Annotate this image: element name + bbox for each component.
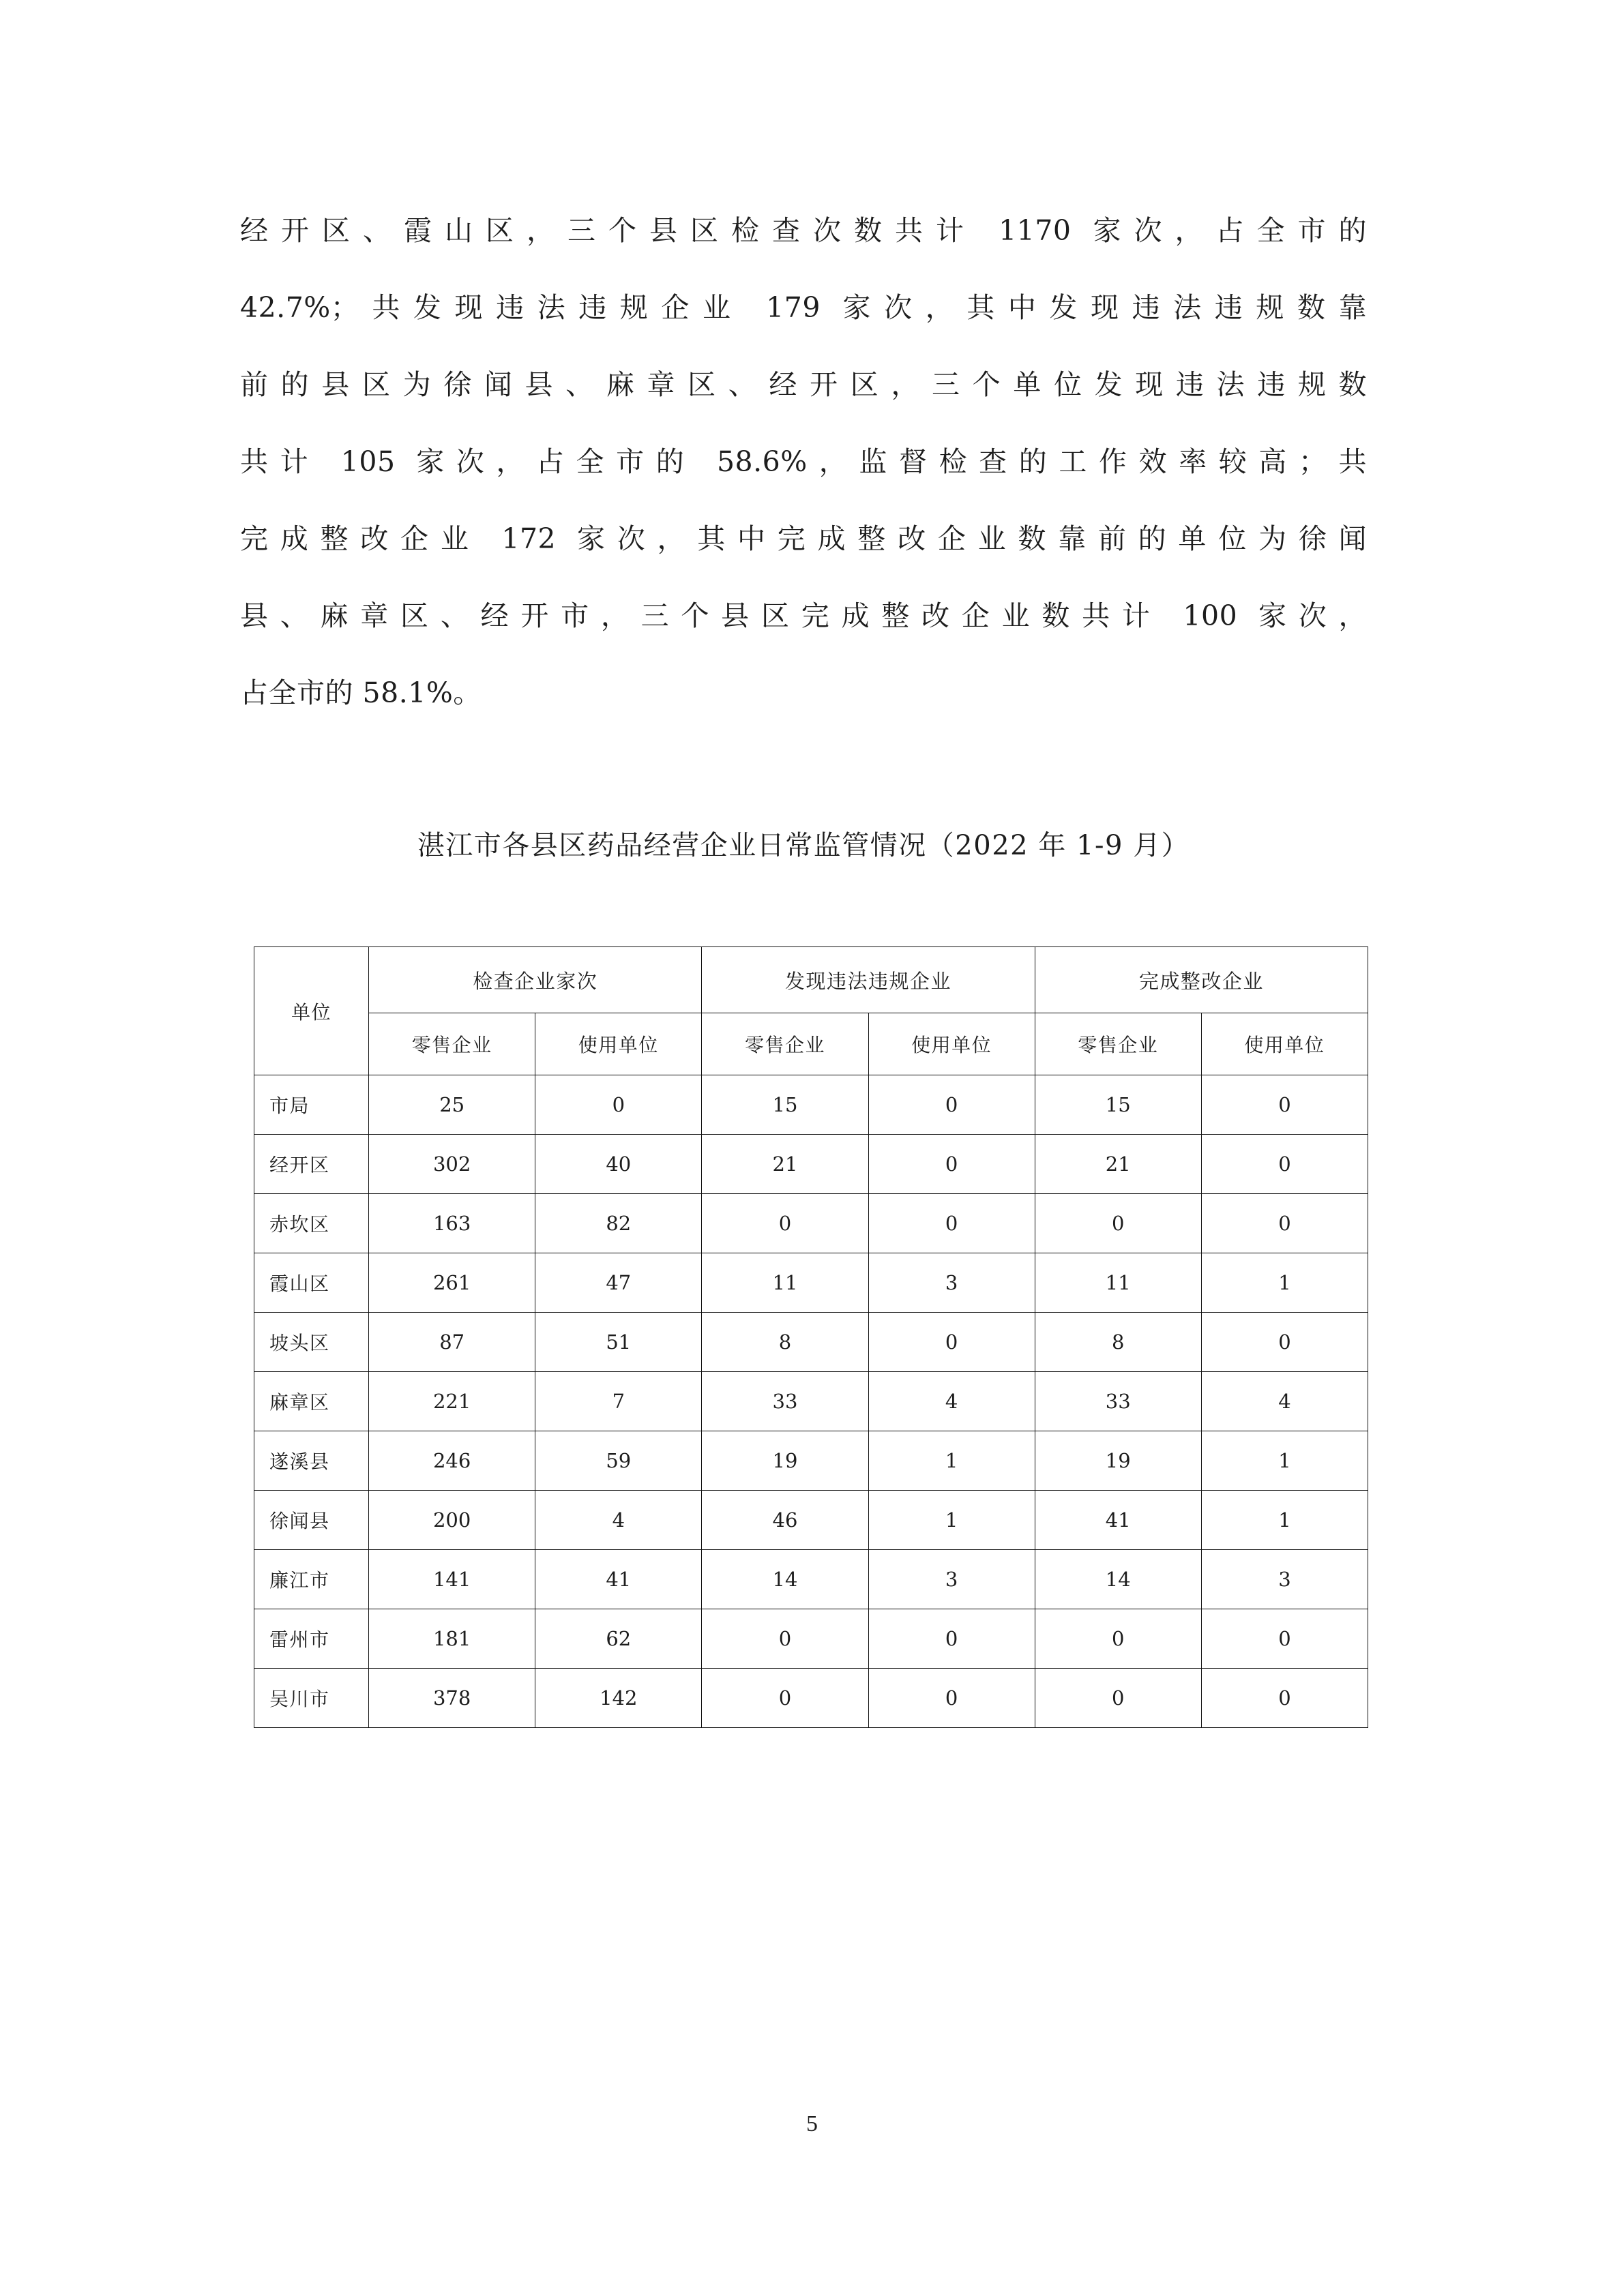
paragraph-line: 完成整改企业 172 家次，其中完成整改企业数靠前的单位为徐闻 — [240, 522, 1367, 555]
cell-value: 0 — [1201, 1135, 1368, 1194]
header-group-violations: 发现违法违规企业 — [702, 947, 1035, 1013]
cell-value: 0 — [702, 1609, 868, 1669]
row-unit-label: 经开区 — [254, 1135, 369, 1194]
cell-value: 1 — [868, 1491, 1035, 1550]
cell-value: 0 — [868, 1075, 1035, 1135]
table-row — [254, 1609, 1368, 1669]
cell-value: 21 — [1035, 1135, 1201, 1194]
cell-value: 25 — [369, 1075, 535, 1135]
cell-value: 0 — [1035, 1609, 1201, 1669]
row-unit-label: 麻章区 — [254, 1372, 369, 1431]
row-unit-label: 遂溪县 — [254, 1431, 369, 1491]
cell-value: 87 — [369, 1313, 535, 1372]
cell-value: 8 — [1035, 1313, 1201, 1372]
paragraph-line: 42.7%；共发现违法违规企业 179 家次，其中发现违法违规数靠 — [240, 291, 1367, 324]
cell-value: 200 — [369, 1491, 535, 1550]
cell-value: 15 — [702, 1075, 868, 1135]
header-group-rectified: 完成整改企业 — [1035, 947, 1368, 1013]
cell-value: 15 — [1035, 1075, 1201, 1135]
cell-value: 0 — [868, 1135, 1035, 1194]
table-row — [254, 1372, 1368, 1431]
cell-value: 0 — [1035, 1669, 1201, 1728]
cell-value: 4 — [535, 1491, 702, 1550]
cell-value: 47 — [535, 1253, 702, 1313]
header-sub-usage-1: 使用单位 — [535, 1013, 702, 1075]
cell-value: 0 — [1035, 1194, 1201, 1253]
table-row — [254, 1194, 1368, 1253]
row-unit-label: 市局 — [254, 1075, 369, 1135]
table-row — [254, 1491, 1368, 1550]
cell-value: 1 — [1201, 1491, 1368, 1550]
cell-value: 0 — [868, 1609, 1035, 1669]
table-header-row-subs — [254, 1013, 1368, 1075]
cell-value: 41 — [535, 1550, 702, 1609]
cell-value: 14 — [1035, 1550, 1201, 1609]
cell-value: 221 — [369, 1372, 535, 1431]
cell-value: 59 — [535, 1431, 702, 1491]
row-unit-label: 徐闻县 — [254, 1491, 369, 1550]
cell-value: 0 — [1201, 1194, 1368, 1253]
header-unit: 单位 — [254, 947, 369, 1075]
page-number: 5 — [806, 2111, 818, 2136]
cell-value: 0 — [1201, 1609, 1368, 1669]
cell-value: 14 — [702, 1550, 868, 1609]
row-unit-label: 廉江市 — [254, 1550, 369, 1609]
supervision-table — [254, 946, 1368, 1728]
cell-value: 0 — [868, 1669, 1035, 1728]
cell-value: 0 — [1201, 1669, 1368, 1728]
row-unit-label: 吴川市 — [254, 1669, 369, 1728]
paragraph-line: 共计 105 家次，占全市的 58.6%，监督检查的工作效率较高；共 — [240, 445, 1367, 478]
cell-value: 33 — [702, 1372, 868, 1431]
cell-value: 0 — [868, 1313, 1035, 1372]
table-row — [254, 1253, 1368, 1313]
header-sub-usage-2: 使用单位 — [868, 1013, 1035, 1075]
cell-value: 4 — [868, 1372, 1035, 1431]
cell-value: 11 — [1035, 1253, 1201, 1313]
header-group-inspected: 检查企业家次 — [369, 947, 702, 1013]
paragraph-line: 前的县区为徐闻县、麻章区、经开区，三个单位发现违法违规数 — [240, 368, 1367, 401]
table-row — [254, 1431, 1368, 1491]
body-paragraph — [240, 192, 1367, 732]
table-row — [254, 1550, 1368, 1609]
cell-value: 11 — [702, 1253, 868, 1313]
cell-value: 1 — [868, 1431, 1035, 1491]
cell-value: 0 — [702, 1194, 868, 1253]
cell-value: 0 — [702, 1669, 868, 1728]
cell-value: 141 — [369, 1550, 535, 1609]
cell-value: 302 — [369, 1135, 535, 1194]
table-header-row-groups — [254, 947, 1368, 1013]
cell-value: 19 — [1035, 1431, 1201, 1491]
cell-value: 33 — [1035, 1372, 1201, 1431]
cell-value: 1 — [1201, 1253, 1368, 1313]
header-sub-retail-2: 零售企业 — [702, 1013, 868, 1075]
header-sub-retail-1: 零售企业 — [369, 1013, 535, 1075]
cell-value: 3 — [868, 1253, 1035, 1313]
cell-value: 0 — [1201, 1313, 1368, 1372]
row-unit-label: 赤坎区 — [254, 1194, 369, 1253]
cell-value: 51 — [535, 1313, 702, 1372]
cell-value: 4 — [1201, 1372, 1368, 1431]
cell-value: 261 — [369, 1253, 535, 1313]
cell-value: 1 — [1201, 1431, 1368, 1491]
table-row — [254, 1669, 1368, 1728]
cell-value: 3 — [868, 1550, 1035, 1609]
cell-value: 21 — [702, 1135, 868, 1194]
cell-value: 181 — [369, 1609, 535, 1669]
cell-value: 8 — [702, 1313, 868, 1372]
table-head — [254, 947, 1368, 1075]
cell-value: 7 — [535, 1372, 702, 1431]
cell-value: 40 — [535, 1135, 702, 1194]
cell-value: 246 — [369, 1431, 535, 1491]
cell-value: 62 — [535, 1609, 702, 1669]
cell-value: 0 — [535, 1075, 702, 1135]
supervision-table-container — [254, 946, 1368, 1728]
table-body — [254, 1075, 1368, 1728]
cell-value: 142 — [535, 1669, 702, 1728]
header-sub-retail-3: 零售企业 — [1035, 1013, 1201, 1075]
table-row — [254, 1313, 1368, 1372]
row-unit-label: 坡头区 — [254, 1313, 369, 1372]
row-unit-label: 霞山区 — [254, 1253, 369, 1313]
table-row — [254, 1135, 1368, 1194]
cell-value: 19 — [702, 1431, 868, 1491]
cell-value: 46 — [702, 1491, 868, 1550]
cell-value: 3 — [1201, 1550, 1368, 1609]
table-row — [254, 1075, 1368, 1135]
header-sub-usage-3: 使用单位 — [1201, 1013, 1368, 1075]
row-unit-label: 雷州市 — [254, 1609, 369, 1669]
cell-value: 163 — [369, 1194, 535, 1253]
paragraph-line: 占全市的 58.1%。 — [240, 676, 482, 709]
table-caption: 湛江市各县区药品经营企业日常监管情况（2022 年 1-9 月） — [417, 830, 1190, 861]
cell-value: 0 — [1201, 1075, 1368, 1135]
cell-value: 41 — [1035, 1491, 1201, 1550]
cell-value: 378 — [369, 1669, 535, 1728]
paragraph-line: 经开区、霞山区，三个县区检查次数共计 1170 家次，占全市的 — [240, 214, 1367, 247]
cell-value: 82 — [535, 1194, 702, 1253]
paragraph-line: 县、麻章区、经开市，三个县区完成整改企业数共计 100 家次， — [240, 599, 1367, 632]
cell-value: 0 — [868, 1194, 1035, 1253]
